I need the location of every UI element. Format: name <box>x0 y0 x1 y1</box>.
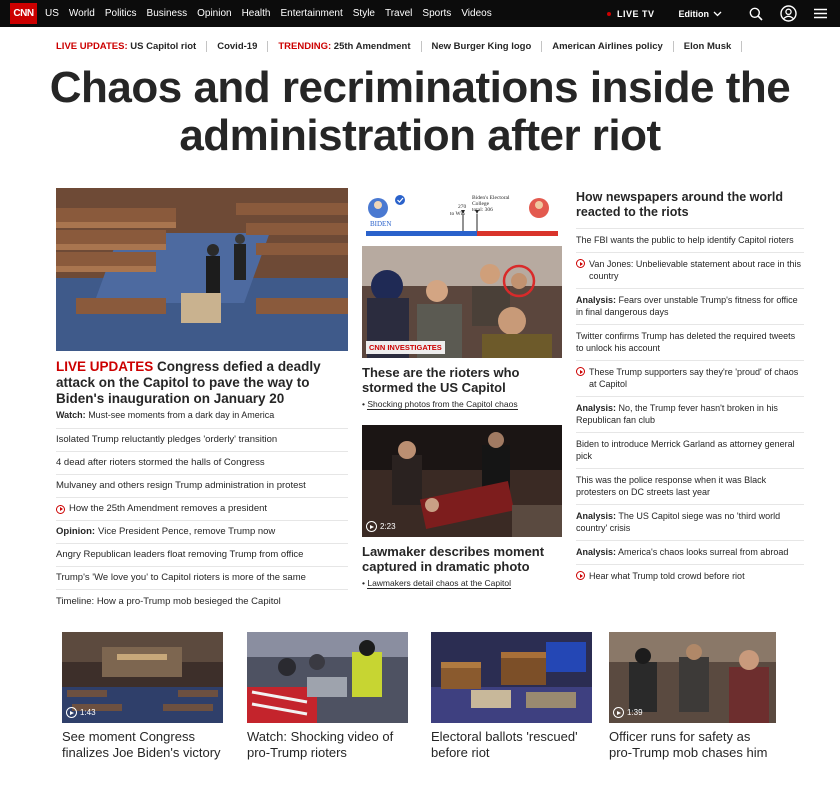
video-card[interactable] <box>431 632 598 761</box>
list-item[interactable] <box>576 252 804 288</box>
ballot-boxes-image <box>431 632 592 723</box>
trending-prefix: TRENDING: <box>278 40 332 52</box>
list-item-text: 4 dead after rioters stormed the halls of Congress <box>56 457 265 468</box>
list-item[interactable] <box>56 544 348 567</box>
trending-item[interactable] <box>207 41 268 52</box>
video-card[interactable] <box>609 632 776 761</box>
nav-link-sports[interactable]: Sports <box>422 8 452 19</box>
lead-story-title[interactable] <box>56 359 348 407</box>
cnn-logo[interactable]: CNN <box>10 3 37 24</box>
story-title[interactable]: Lawmaker describes moment captured in dramatic photo <box>362 544 545 574</box>
nav-link-style[interactable]: Style <box>352 8 375 19</box>
nav-link-travel[interactable]: Travel <box>384 8 413 19</box>
trending-text: New Burger King logo <box>431 40 532 52</box>
play-icon <box>613 707 624 718</box>
card-title: See moment Congress finalizes Joe Biden's victory <box>62 729 221 760</box>
video-card[interactable] <box>62 632 229 761</box>
trending-item[interactable] <box>268 41 421 52</box>
watch-link[interactable] <box>56 410 348 420</box>
capitol-chamber-photo[interactable] <box>56 188 348 351</box>
list-item-label: Analysis: <box>576 403 617 413</box>
play-icon <box>576 367 585 376</box>
story-sublink[interactable]: • Lawmakers detail chaos at the Capitol <box>362 578 511 588</box>
candidate-label: BIDEN <box>370 220 392 228</box>
electoral-bar-chart <box>362 188 562 238</box>
list-item-text: America's chaos looks surreal from abroad <box>618 547 789 557</box>
nav-link-us[interactable]: US <box>45 8 59 19</box>
electoral-graphic[interactable] <box>362 188 562 238</box>
list-item[interactable] <box>576 288 804 324</box>
play-icon <box>576 571 585 580</box>
list-item-text: Twitter confirms Trump has deleted the required tweets to unlock his account <box>576 331 796 353</box>
live-tv-link[interactable] <box>607 9 655 19</box>
list-item[interactable] <box>576 360 804 396</box>
top-nav <box>0 0 840 27</box>
list-item[interactable] <box>56 429 348 452</box>
live-dot-icon <box>607 12 611 16</box>
video-duration-text: 1:39 <box>627 708 643 717</box>
trending-item[interactable] <box>422 41 543 52</box>
trending-item[interactable] <box>542 41 674 52</box>
play-icon <box>66 707 77 718</box>
watch-label: Watch: <box>56 410 86 420</box>
trending-bar <box>56 39 742 53</box>
live-tv-label: LIVE TV <box>616 8 655 19</box>
list-item-text: Mulvaney and others resign Trump administration in protest <box>56 480 306 491</box>
search-icon <box>749 7 763 21</box>
nav-right <box>607 0 830 27</box>
list-item[interactable] <box>56 475 348 498</box>
list-item-text: This was the police response when it was Black protesters on DC streets last year <box>576 475 767 497</box>
video-duration <box>66 707 96 718</box>
list-item-text: Timeline: How a pro-Trump mob besieged the Capitol <box>56 595 281 607</box>
main-headline[interactable]: Chaos and recriminations inside the administration after riot <box>49 63 791 160</box>
story-title[interactable]: These are the rioters who stormed the US Capitol <box>362 365 520 395</box>
user-icon <box>780 5 797 22</box>
lead-story-text: Congress defied a deadly attack on the Capitol to pave the way to Biden's inauguration on January 20 <box>56 359 321 406</box>
list-item-text: Vice President Pence, remove Trump now <box>98 526 276 537</box>
card-title: Watch: Shocking video of pro-Trump rioters <box>247 729 394 760</box>
card-image <box>431 632 592 723</box>
bottom-video-row <box>62 632 782 782</box>
card-image <box>247 632 408 723</box>
cnn-investigates-badge: CNN INVESTIGATES <box>366 341 445 354</box>
list-item-text: Hear what Trump told crowd before riot <box>589 571 745 581</box>
list-item-label: Opinion: <box>56 526 96 537</box>
list-item[interactable] <box>576 396 804 432</box>
list-item[interactable] <box>56 521 348 544</box>
nav-link-health[interactable]: Health <box>241 8 271 19</box>
lawmaker-photo[interactable] <box>362 425 562 537</box>
play-icon <box>366 521 377 532</box>
list-item[interactable] <box>576 504 804 540</box>
list-item-text: How the 25th Amendment removes a president <box>69 503 268 514</box>
account-button[interactable] <box>778 4 798 24</box>
list-item[interactable] <box>576 228 804 252</box>
list-item-label: Analysis: <box>576 547 617 557</box>
nav-link-opinion[interactable]: Opinion <box>197 8 232 19</box>
list-item-label: Analysis: <box>576 511 617 521</box>
list-item-text: The US Capitol siege was no 'third world country' crisis <box>576 511 781 533</box>
nav-link-videos[interactable]: Videos <box>461 8 492 19</box>
edition-select[interactable] <box>679 9 723 19</box>
middle-column <box>362 188 562 588</box>
trending-text: American Airlines policy <box>552 40 663 52</box>
video-duration <box>613 707 643 718</box>
list-item-text: Van Jones: Unbelievable statement about race in this country <box>589 259 801 281</box>
list-item-text: Trump's 'We love you' to Capitol rioters is more of the same <box>56 572 306 583</box>
video-card[interactable] <box>247 632 414 761</box>
right-column <box>576 190 804 588</box>
story-sublink[interactable]: • Shocking photos from the Capitol chaos <box>362 399 518 409</box>
card-title: Officer runs for safety as pro-Trump mob chases him <box>609 729 768 760</box>
electoral-total-label: Biden's Electoral College total: 306 <box>472 195 510 213</box>
live-updates-label: LIVE UPDATES <box>56 359 154 374</box>
card-title: Electoral ballots 'rescued' before riot <box>431 729 578 760</box>
lead-related-list <box>56 428 348 613</box>
lead-column <box>56 188 348 613</box>
chevron-down-icon <box>713 11 722 17</box>
video-duration-text: 1:43 <box>80 708 96 717</box>
right-column-heading[interactable]: How newspapers around the world reacted to the riots <box>576 190 783 219</box>
nav-link-politics[interactable]: Politics <box>104 8 137 19</box>
trending-text: US Capitol riot <box>130 40 197 52</box>
video-duration <box>366 521 396 532</box>
story-sublink-text: Shocking photos from the Capitol chaos <box>367 399 518 409</box>
list-item[interactable] <box>576 324 804 360</box>
menu-button[interactable] <box>810 4 830 24</box>
edition-label: Edition <box>678 8 709 19</box>
watch-text: Must-see moments from a dark day in America <box>88 410 275 420</box>
nav-link-world[interactable]: World <box>68 8 95 19</box>
list-item-text: Isolated Trump reluctantly pledges 'orderly' transition <box>56 434 278 445</box>
to-win-value: 270 <box>458 204 467 210</box>
search-button[interactable] <box>746 4 766 24</box>
list-item[interactable] <box>56 452 348 475</box>
rioters-clash-image <box>247 632 408 723</box>
trending-text: Covid-19 <box>217 40 258 52</box>
list-item-text: Angry Republican leaders float removing Trump from office <box>56 549 304 560</box>
list-item[interactable] <box>576 564 804 588</box>
list-item-text: Biden to introduce Merrick Garland as attorney general pick <box>576 439 795 461</box>
trending-item[interactable] <box>674 41 743 52</box>
capitol-chamber-image <box>56 188 348 351</box>
nav-link-entertainment[interactable]: Entertainment <box>280 8 343 19</box>
list-item[interactable] <box>56 567 348 590</box>
video-duration-text: 2:23 <box>380 522 396 531</box>
list-item-text: The FBI wants the public to help identify Capitol rioters <box>576 235 794 245</box>
list-item[interactable] <box>576 432 804 468</box>
rioters-photo[interactable] <box>362 246 562 358</box>
story-sublink-text: Lawmakers detail chaos at the Capitol <box>367 578 511 588</box>
list-item-text: No, the Trump fever hasn't broken in his Republican fan club <box>576 403 778 425</box>
list-item-label: Analysis: <box>576 295 617 305</box>
trending-text: Elon Musk <box>683 40 732 52</box>
card-image <box>62 632 223 723</box>
card-image <box>609 632 776 723</box>
nav-link-business[interactable]: Business <box>146 8 188 19</box>
trending-item[interactable] <box>56 41 207 52</box>
to-win-label: to Win <box>450 211 465 217</box>
trending-text: 25th Amendment <box>333 40 411 52</box>
nav-links <box>45 8 502 19</box>
play-icon <box>576 259 585 268</box>
list-item[interactable] <box>56 590 348 613</box>
list-item-text: These Trump supporters say they're 'proud' of chaos at Capitol <box>589 367 799 389</box>
list-item[interactable] <box>56 498 348 521</box>
play-icon <box>56 505 65 514</box>
hamburger-icon <box>814 8 827 19</box>
list-item[interactable] <box>576 468 804 504</box>
list-item[interactable] <box>576 540 804 564</box>
list-item-text: Fears over unstable Trump's fitness for office in final dangerous days <box>576 295 798 317</box>
trending-prefix: LIVE UPDATES: <box>56 40 128 52</box>
